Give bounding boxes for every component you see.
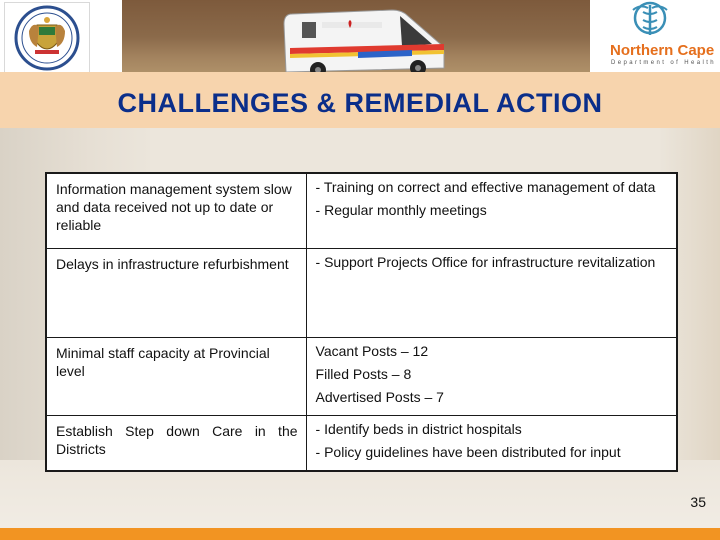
table-row (46, 416, 677, 472)
challenges-table (45, 172, 678, 472)
footer-bar (0, 528, 720, 540)
provincial-coat-of-arms-icon (5, 3, 89, 73)
action-line: - Regular monthly meetings (315, 202, 487, 218)
action-cell (306, 173, 677, 249)
table-row (46, 173, 677, 249)
challenge-cell: Establish Step down Care in the Districts (46, 416, 306, 472)
action-cell (306, 338, 677, 416)
table-row (46, 338, 677, 416)
logo-name: Northern Cape (610, 42, 715, 59)
action-line: Filled Posts – 8 (315, 366, 412, 382)
action-line: Advertised Posts – 7 (315, 389, 444, 405)
action-line: Vacant Posts – 12 (315, 343, 429, 359)
logo-subtitle: Department of Health (611, 60, 717, 66)
action-line: - Identify beds in district hospitals (315, 421, 522, 437)
action-cell (306, 249, 677, 338)
table-row (46, 249, 677, 338)
page-number: 35 (690, 494, 706, 510)
challenge-cell: Minimal staff capacity at Provincial level (46, 338, 306, 416)
action-line: - Support Projects Office for infrastructure revitalization (315, 254, 656, 270)
caduceus-icon (600, 0, 720, 44)
challenge-cell: Information management system slow and data received not up to date or reliable (46, 173, 306, 249)
action-cell (306, 416, 677, 472)
slide-title: CHALLENGES & REMEDIAL ACTION (117, 88, 603, 118)
challenge-cell: Delays in infrastructure refurbishment (46, 249, 306, 338)
action-line: - Training on correct and effective management of data (315, 179, 656, 195)
ambulance-photo (122, 0, 590, 82)
action-line: - Policy guidelines have been distributed for input (315, 444, 621, 460)
ambulance-icon (262, 2, 462, 82)
coat-of-arms-emblem (4, 2, 90, 74)
slide-header (0, 0, 720, 128)
